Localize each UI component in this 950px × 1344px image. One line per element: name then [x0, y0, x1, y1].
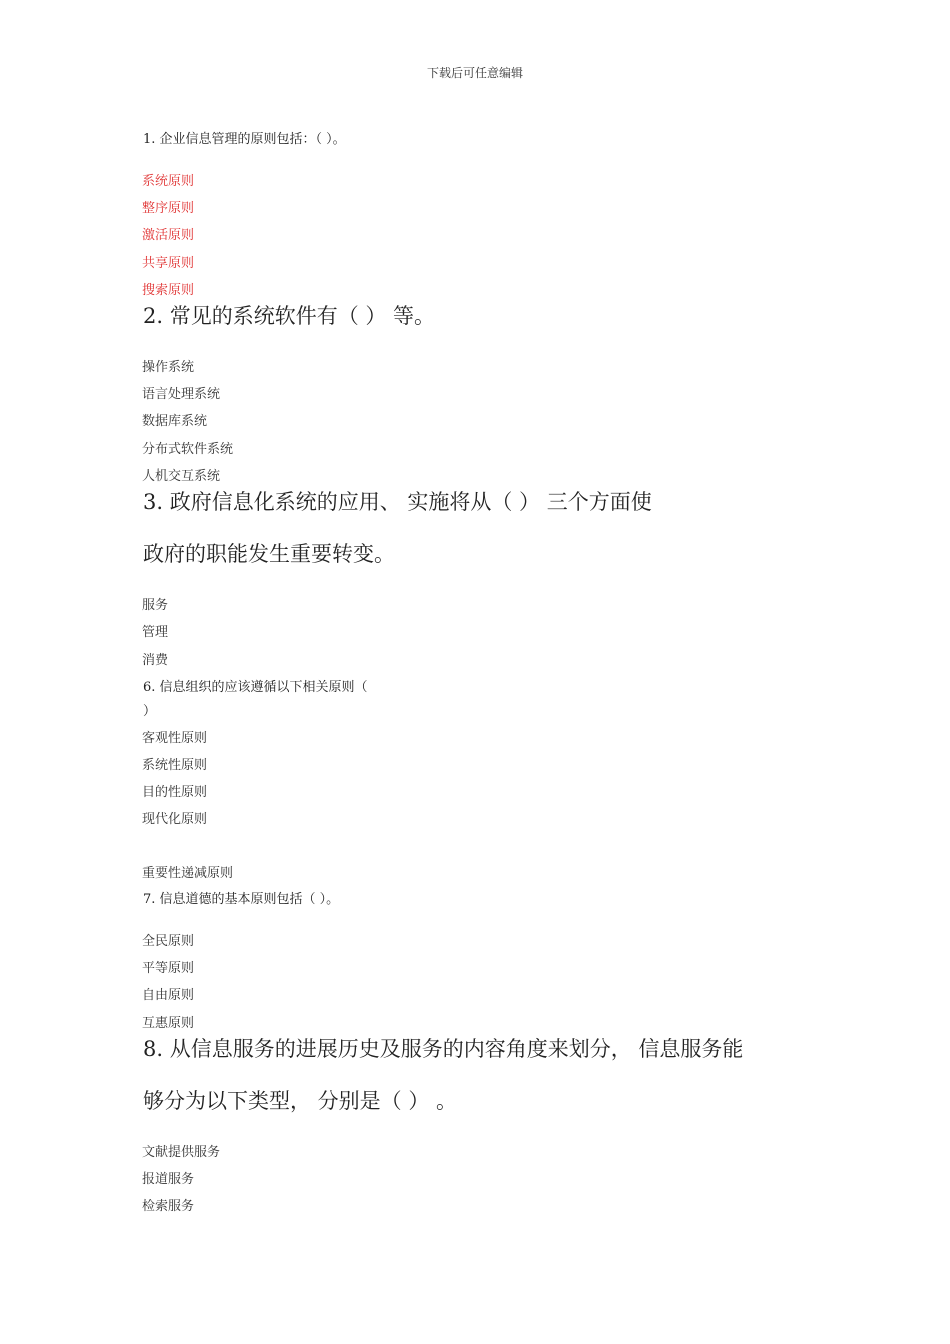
q8-option-2: 报道服务: [142, 1172, 195, 1187]
question-2: 2. 常见的系统软件有（ ） 等。: [143, 304, 436, 328]
q1-option-2: 整序原则: [142, 201, 195, 216]
page-header: 下载后可任意编辑: [426, 66, 523, 80]
q8-option-1: 文献提供服务: [142, 1145, 221, 1160]
q2-option-2: 语言处理系统: [142, 387, 221, 402]
q3-option-3: 消费: [142, 653, 169, 668]
q3-option-1: 服务: [142, 598, 169, 613]
q1-option-3: 激活原则: [142, 228, 195, 243]
question-3-line-2: 政府的职能发生重要转变。: [143, 542, 395, 566]
q7-option-2: 平等原则: [142, 961, 195, 976]
q6-option-3: 目的性原则: [142, 785, 208, 800]
q2-option-4: 分布式软件系统: [142, 442, 234, 457]
question-1: 1. 企业信息管理的原则包括：（ ）。: [143, 132, 346, 147]
question-7: 7. 信息道德的基本原则包括（ ）。: [143, 892, 340, 907]
question-8-line-2: 够分为以下类型， 分别是（ ） 。: [143, 1089, 458, 1113]
question-6-line-2: ）: [143, 704, 157, 719]
q1-option-5: 搜索原则: [142, 283, 195, 298]
q6-option-1: 客观性原则: [142, 731, 208, 746]
q3-option-2: 管理: [142, 625, 169, 640]
q2-option-3: 数据库系统: [142, 414, 208, 429]
q2-option-1: 操作系统: [142, 360, 195, 375]
q6-option-5: 重要性递减原则: [142, 866, 234, 881]
q1-option-4: 共享原则: [142, 256, 195, 271]
q7-option-1: 全民原则: [142, 934, 195, 949]
q8-option-3: 检索服务: [142, 1199, 195, 1214]
question-8-line-1: 8. 从信息服务的进展历史及服务的内容角度来划分， 信息服务能: [143, 1037, 744, 1061]
q6-option-2: 系统性原则: [142, 758, 208, 773]
q7-option-3: 自由原则: [142, 988, 195, 1003]
question-6-line-1: 6. 信息组织的应该遵循以下相关原则（: [143, 680, 368, 695]
q6-option-4: 现代化原则: [142, 812, 208, 827]
question-3-line-1: 3. 政府信息化系统的应用、 实施将从（ ） 三个方面使: [143, 490, 652, 514]
q1-option-1: 系统原则: [142, 174, 195, 189]
q2-option-5: 人机交互系统: [142, 469, 221, 484]
q7-option-4: 互惠原则: [142, 1016, 195, 1031]
